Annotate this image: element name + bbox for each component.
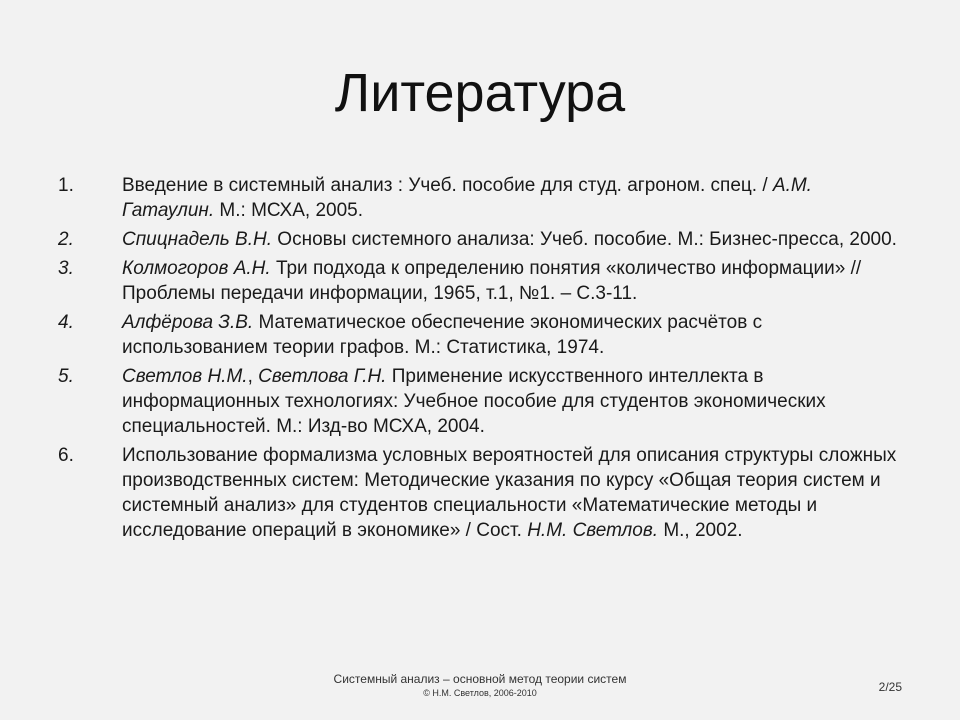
- reference-item: [58, 173, 908, 223]
- reference-number: 3.: [58, 258, 74, 279]
- slide-title: Литература: [334, 63, 626, 123]
- reference-number: 5.: [58, 366, 74, 387]
- reference-number: 6.: [58, 445, 74, 466]
- reference-item: [58, 227, 908, 252]
- reference-item: [58, 443, 908, 543]
- footer-course-title: Системный анализ – основной метод теории систем: [333, 672, 627, 686]
- reference-text: Светлов Н.М., Светлова Г.Н. Применение искусственного интеллекта в информационных технологиях: Учебное пособие для студентов экономических специальностей. М.: Изд-во МСХА, 2004.: [122, 366, 826, 437]
- page-number: 2/25: [878, 680, 902, 694]
- reference-number: 2.: [58, 229, 74, 250]
- reference-item: [58, 364, 908, 439]
- reference-item: [58, 310, 908, 360]
- reference-text: Спицнадель В.Н. Основы системного анализа: Учеб. пособие. М.: Бизнес-пресса, 2000.: [122, 229, 897, 250]
- footer-copyright: © Н.М. Светлов, 2006-2010: [423, 688, 537, 698]
- reference-text: Использование формализма условных вероятностей для описания структуры сложных производственных систем: Методические указания по курсу «Общая теория систем и системный анализ» для студентов специальности «Математические методы и исследование операций в экономике» / Сост. Н.М. Светлов. М., 2002.: [122, 445, 897, 541]
- slide-footer: [0, 672, 960, 699]
- reference-text: Колмогоров А.Н. Три подхода к определению понятия «количество информации» // Проблемы передачи информации, 1965, т.1, №1. – С.3-11.: [122, 258, 862, 304]
- reference-number: 4.: [58, 312, 74, 333]
- reference-text: Введение в системный анализ : Учеб. пособие для студ. агроном. спец. / А.М. Гатаулин. М.: МСХА, 2005.: [122, 175, 812, 221]
- reference-item: [58, 256, 908, 306]
- reference-number: 1.: [58, 175, 74, 196]
- reference-list: [58, 173, 908, 547]
- reference-text: Алфёрова З.В. Математическое обеспечение экономических расчётов с использованием теории графов. М.: Статистика, 1974.: [122, 312, 763, 358]
